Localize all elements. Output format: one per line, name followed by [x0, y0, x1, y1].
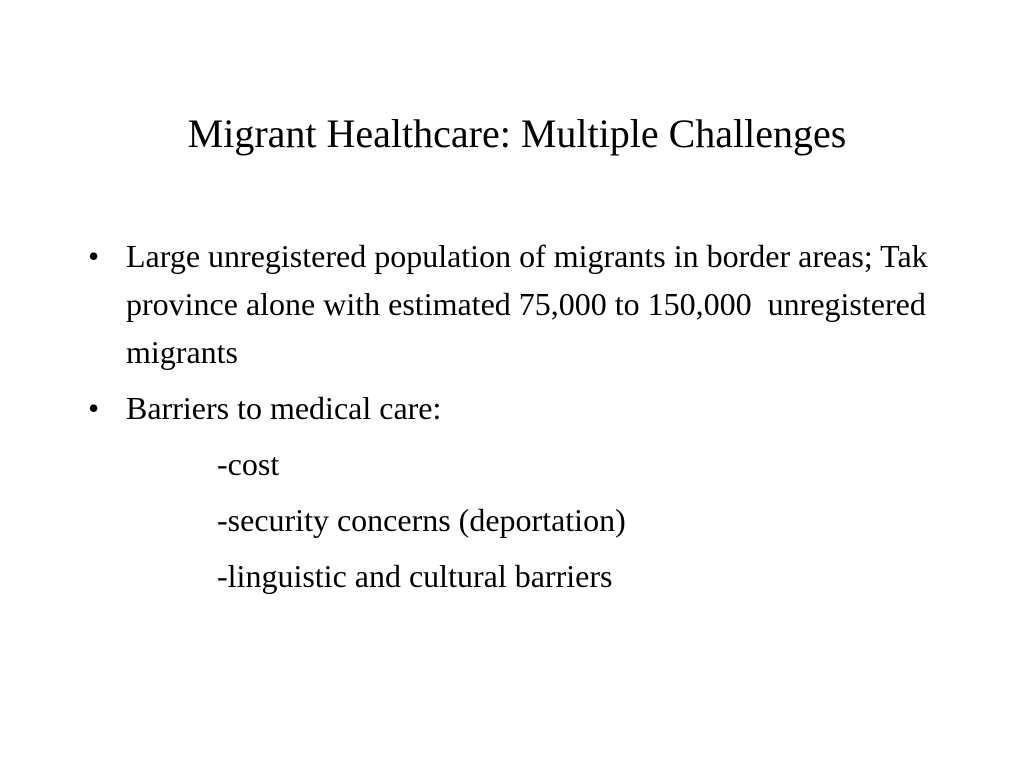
- bullet-icon: •: [88, 390, 100, 426]
- slide-body: [88, 232, 968, 600]
- sub-item-cost: -cost: [217, 446, 280, 482]
- bullet-icon: •: [88, 238, 100, 274]
- sub-item-linguistic: -linguistic and cultural barriers: [217, 558, 613, 594]
- bullet-text-barriers: Barriers to medical care:: [126, 390, 442, 426]
- sub-item-security: -security concerns (deportation): [217, 502, 626, 538]
- bullet-item: [88, 384, 968, 432]
- slide-title: Migrant Healthcare: Multiple Challenges: [187, 111, 847, 156]
- bullet-item: [88, 232, 968, 376]
- bullet-text-migrant-population: Large unregistered population of migrants in border areas; Tak province alone with estimated 75,000 to 150,000 unregistered migrants: [126, 238, 936, 370]
